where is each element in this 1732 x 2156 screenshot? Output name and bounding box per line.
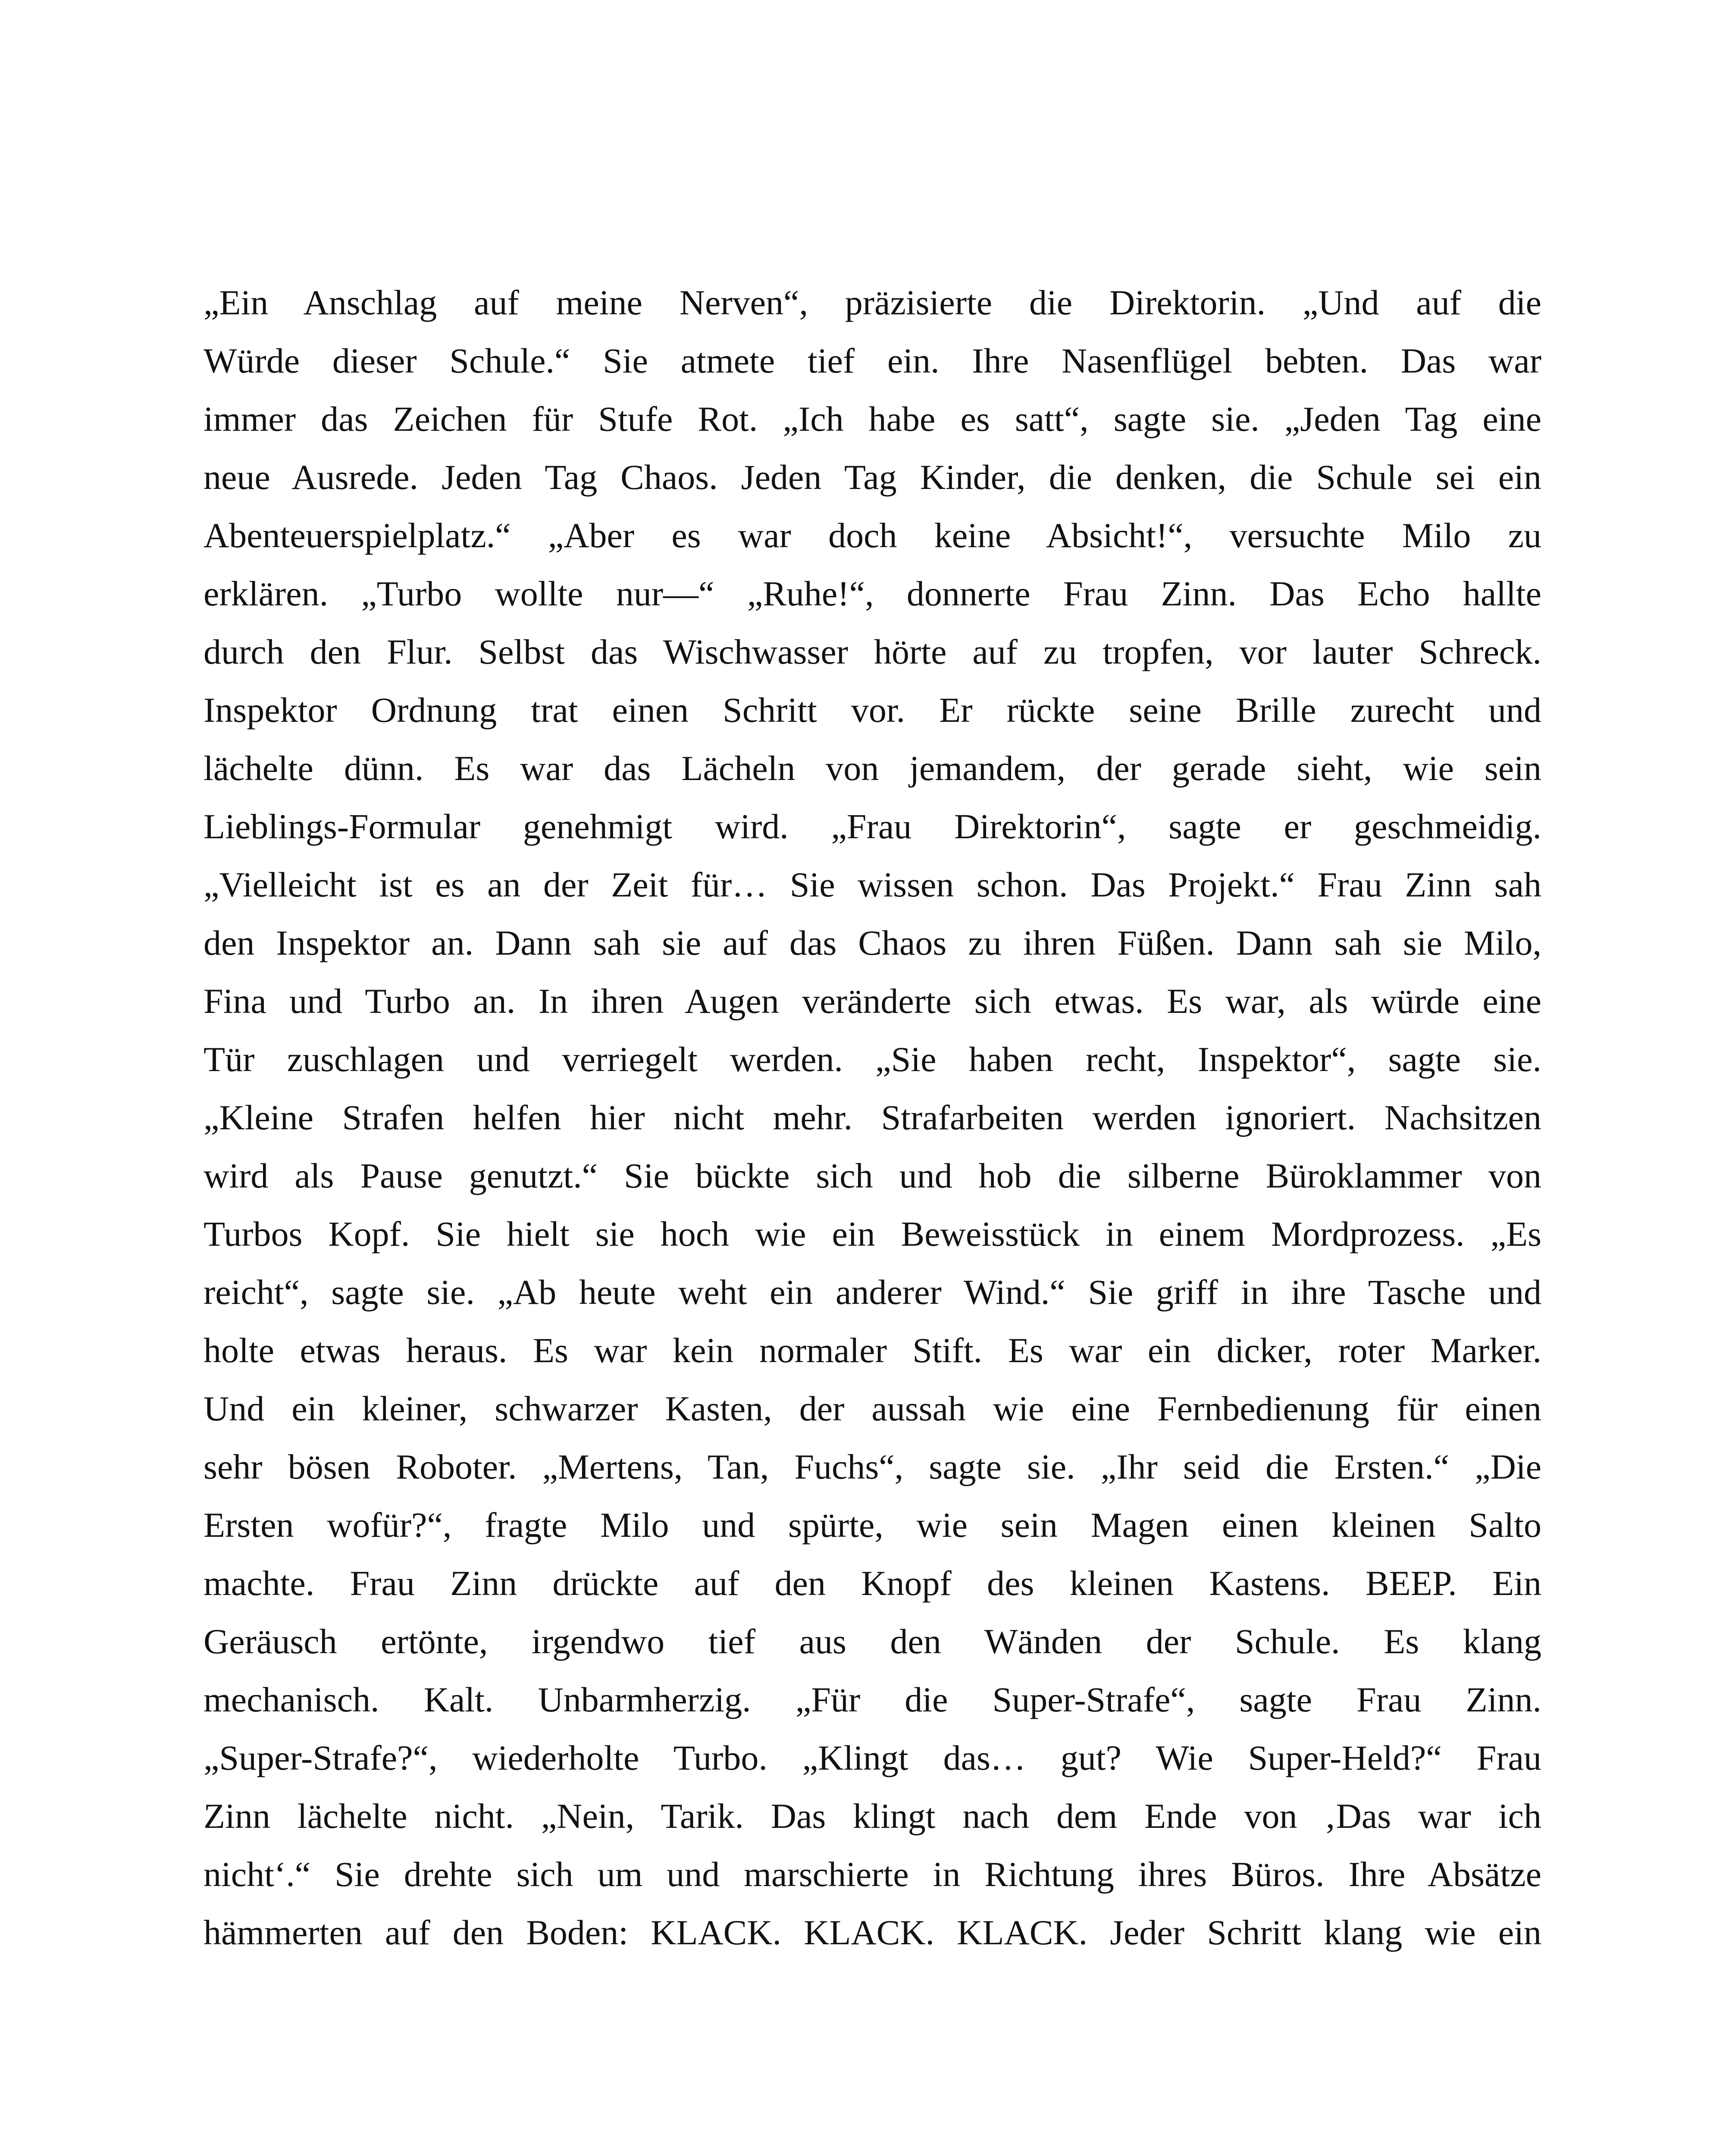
text-line: nicht‘.“ Sie drehte sich um und marschierte in Richtung ihres Büros. Ihre Absätze (204, 1855, 1541, 1894)
text-line: Turbos Kopf. Sie hielt sie hoch wie ein Beweisstück in einem Mordprozess. „Es (204, 1214, 1541, 1253)
text-line: wird als Pause genutzt.“ Sie bückte sich und hob die silberne Büroklammer von (204, 1156, 1541, 1195)
text-line: sehr bösen Roboter. „Mertens, Tan, Fuchs“, sagte sie. „Ihr seid die Ersten.“ „Die (204, 1447, 1541, 1486)
text-line: Tür zuschlagen und verriegelt werden. „Sie haben recht, Inspektor“, sagte sie. (204, 1040, 1541, 1079)
text-line: Fina und Turbo an. In ihren Augen veränderte sich etwas. Es war, als würde eine (204, 981, 1541, 1021)
body-text (204, 273, 1541, 1962)
text-line: Inspektor Ordnung trat einen Schritt vor. Er rückte seine Brille zurecht und (204, 690, 1541, 730)
text-line: erklären. „Turbo wollte nur—“ „Ruhe!“, donnerte Frau Zinn. Das Echo hallte (204, 574, 1541, 613)
text-line: holte etwas heraus. Es war kein normaler Stift. Es war ein dicker, roter Marker. (204, 1331, 1541, 1370)
text-line: Lieblings-Formular genehmigt wird. „Frau Direktorin“, sagte er geschmeidig. (204, 807, 1541, 846)
text-line: lächelte dünn. Es war das Lächeln von jemandem, der gerade sieht, wie sein (204, 749, 1541, 788)
text-line: Würde dieser Schule.“ Sie atmete tief ein. Ihre Nasenflügel bebten. Das war (204, 341, 1541, 380)
text-line: mechanisch. Kalt. Unbarmherzig. „Für die Super-Strafe“, sagte Frau Zinn. (204, 1680, 1541, 1719)
text-line: „Ein Anschlag auf meine Nerven“, präzisierte die Direktorin. „Und auf die (204, 283, 1541, 322)
text-line: immer das Zeichen für Stufe Rot. „Ich habe es satt“, sagte sie. „Jeden Tag eine (204, 399, 1541, 439)
text-line: Ersten wofür?“, fragte Milo und spürte, wie sein Magen einen kleinen Salto (204, 1505, 1541, 1545)
text-line: Zinn lächelte nicht. „Nein, Tarik. Das klingt nach dem Ende von ‚Das war ich (204, 1796, 1541, 1836)
text-line: „Vielleicht ist es an der Zeit für… Sie wissen schon. Das Projekt.“ Frau Zinn sah (204, 865, 1541, 904)
text-line: machte. Frau Zinn drückte auf den Knopf des kleinen Kastens. BEEP. Ein (204, 1564, 1541, 1603)
text-line: den Inspektor an. Dann sah sie auf das Chaos zu ihren Füßen. Dann sah sie Milo, (204, 923, 1541, 962)
text-line: hämmerten auf den Boden: KLACK. KLACK. KLACK. Jeder Schritt klang wie ein (204, 1913, 1541, 1952)
text-line: Geräusch ertönte, irgendwo tief aus den Wänden der Schule. Es klang (204, 1622, 1541, 1661)
text-line: „Kleine Strafen helfen hier nicht mehr. Strafarbeiten werden ignoriert. Nachsitzen (204, 1098, 1541, 1137)
text-line: Und ein kleiner, schwarzer Kasten, der aussah wie eine Fernbedienung für einen (204, 1389, 1541, 1428)
text-line: „Super-Strafe?“, wiederholte Turbo. „Klingt das… gut? Wie Super-Held?“ Frau (204, 1738, 1541, 1777)
text-line: neue Ausrede. Jeden Tag Chaos. Jeden Tag Kinder, die denken, die Schule sei ein (204, 458, 1541, 497)
text-line: Abenteuerspielplatz.“ „Aber es war doch keine Absicht!“, versuchte Milo zu (204, 516, 1541, 555)
text-line: durch den Flur. Selbst das Wischwasser hörte auf zu tropfen, vor lauter Schreck. (204, 632, 1541, 671)
text-line: reicht“, sagte sie. „Ab heute weht ein anderer Wind.“ Sie griff in ihre Tasche und (204, 1272, 1541, 1312)
